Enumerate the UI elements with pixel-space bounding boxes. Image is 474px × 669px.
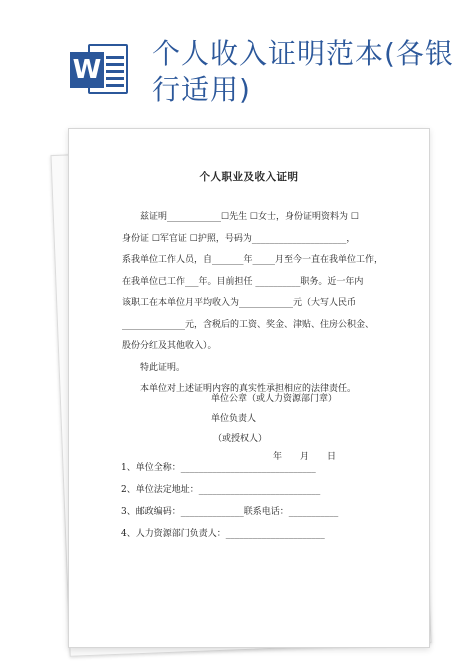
word-doc-icon: [70, 42, 130, 96]
document-page: [68, 128, 430, 648]
body-line-4: 在我单位已工作___年。目前担任 __________职务。近一年内: [122, 276, 364, 287]
field-company-name: 1、单位全称：______________________________: [121, 463, 316, 473]
field-postal-phone: 3、邮政编码：______________联系电话：___________: [121, 507, 339, 517]
field-hr-contact: 4、人力资源部门负责人：______________________: [121, 529, 325, 539]
liability-statement: 本单位对上述证明内容的真实性承担相应的法律责任。: [140, 384, 357, 394]
responsible-label: 单位负责人: [211, 414, 257, 424]
body-line-6: ______________元，含税后的工资、奖金、津贴、住房公积金、: [122, 319, 375, 330]
body-line-1: 兹证明____________☐先生 ☐女士，身份证明资料为 ☐: [140, 212, 359, 222]
body-line-2: 身份证 ☐军官证 ☐护照，号码为_____________________，: [122, 233, 356, 244]
seal-label: 单位公章（或人力资源部门章）: [211, 394, 338, 404]
field-company-address: 2、单位法定地址：___________________________: [121, 485, 321, 495]
body-line-3: 系我单位工作人员，自_______年_____月至今一直在我单位工作，: [122, 255, 384, 265]
page-title: 个人收入证明范本(各银行适用): [152, 37, 454, 106]
authorized-label: （或授权人）: [213, 434, 268, 444]
document-title: 个人职业及收入证明: [199, 171, 299, 183]
body-line-7: 股份分红及其他收入）。: [122, 341, 217, 351]
word-letter-badge: W: [70, 52, 104, 88]
body-line-5: 该职工在本单位月平均收入为____________元（大写人民币: [122, 298, 357, 308]
date-label: 年 月 日: [273, 452, 337, 462]
special-note: 特此证明。: [140, 362, 186, 373]
info-fields: [121, 457, 338, 545]
document-body: [122, 207, 382, 401]
